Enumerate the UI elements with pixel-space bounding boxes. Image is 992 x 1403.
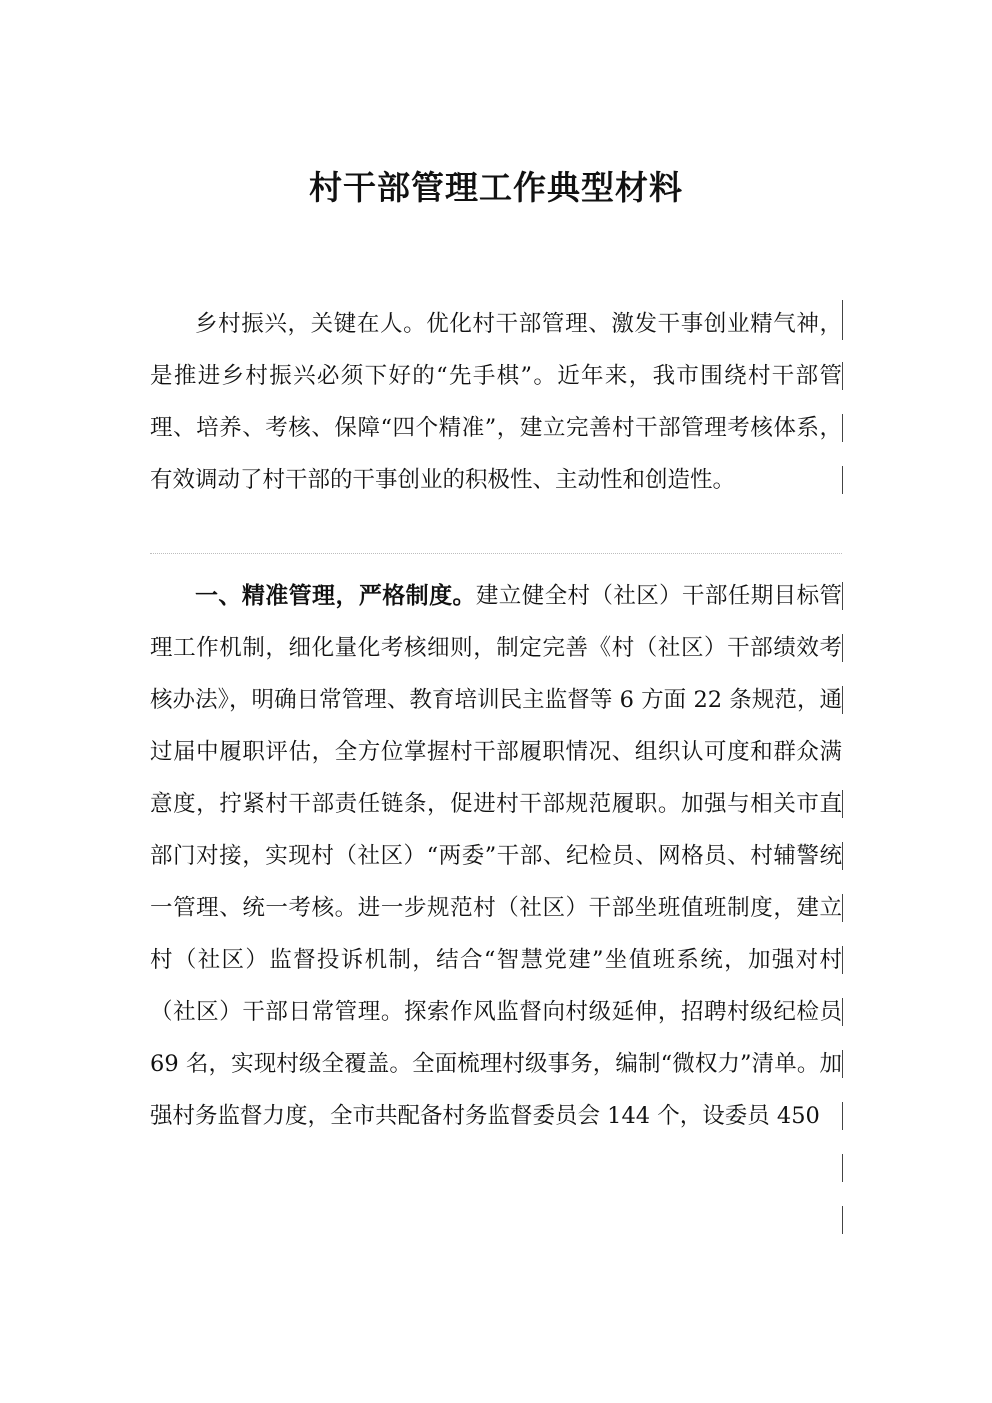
- intro-paragraph: [150, 298, 842, 506]
- right-margin-mark: [842, 686, 843, 714]
- right-margin-mark: [842, 1154, 843, 1182]
- right-margin-mark: [842, 842, 843, 870]
- right-margin-mark: [842, 466, 843, 494]
- document-title: 村干部管理工作典型材料: [309, 168, 683, 207]
- right-margin-mark: [842, 582, 843, 610]
- section-one-paragraph: [150, 570, 842, 1142]
- right-margin-mark: [842, 1050, 843, 1078]
- intro-paragraph-text: 乡村振兴，关键在人。优化村干部管理、激发干事创业精气神，是推进乡村振兴必须下好的“先手棋”。近年来，我市围绕村干部管理、培养、考核、保障“四个精准”，建立完善村干部管理考核体系，有效调动了村干部的干事创业的积极性、主动性和创造性。: [150, 311, 842, 493]
- right-margin-mark: [842, 634, 843, 662]
- right-margin-mark: [842, 1206, 843, 1234]
- section-one-heading: 一、精准管理，严格制度。: [195, 583, 476, 609]
- right-margin-mark: [842, 998, 843, 1026]
- right-margin-mark: [842, 946, 843, 974]
- right-margin-mark: [842, 414, 843, 442]
- right-margin-mark: [842, 300, 843, 340]
- right-margin-mark: [842, 894, 843, 922]
- right-margin-mark: [842, 790, 843, 818]
- right-margin-mark: [842, 1102, 843, 1130]
- right-margin-mark: [842, 362, 843, 390]
- paragraph-divider: [150, 553, 842, 554]
- section-one-text: 建立健全村（社区）干部任期目标管理工作机制，细化量化考核细则，制定完善《村（社区）干部绩效考核办法》，明确日常管理、教育培训民主监督等 6 方面 22 条规范，通过届中履职评估，全方位掌握村干部履职情况、组织认可度和群众满意度，拧紧村干部责任链条，促进村干部规范履职。加强与相关市直部门对接，实现村（社区）“两委”干部、纪检员、网格员、村辅警统一管理、统一考核。进一步规范村（社区）干部坐班值班制度，建立村（社区）监督投诉机制，结合“智慧党建”坐值班系统，加强对村（社区）干部日常管理。探索作风监督向村级延伸，招聘村级纪检员 69 名，实现村级全覆盖。全面梳理村级事务，编制“微权力”清单。加强村务监督力度，全市共配备村务监督委员会 144 个，设委员 450: [150, 583, 842, 1129]
